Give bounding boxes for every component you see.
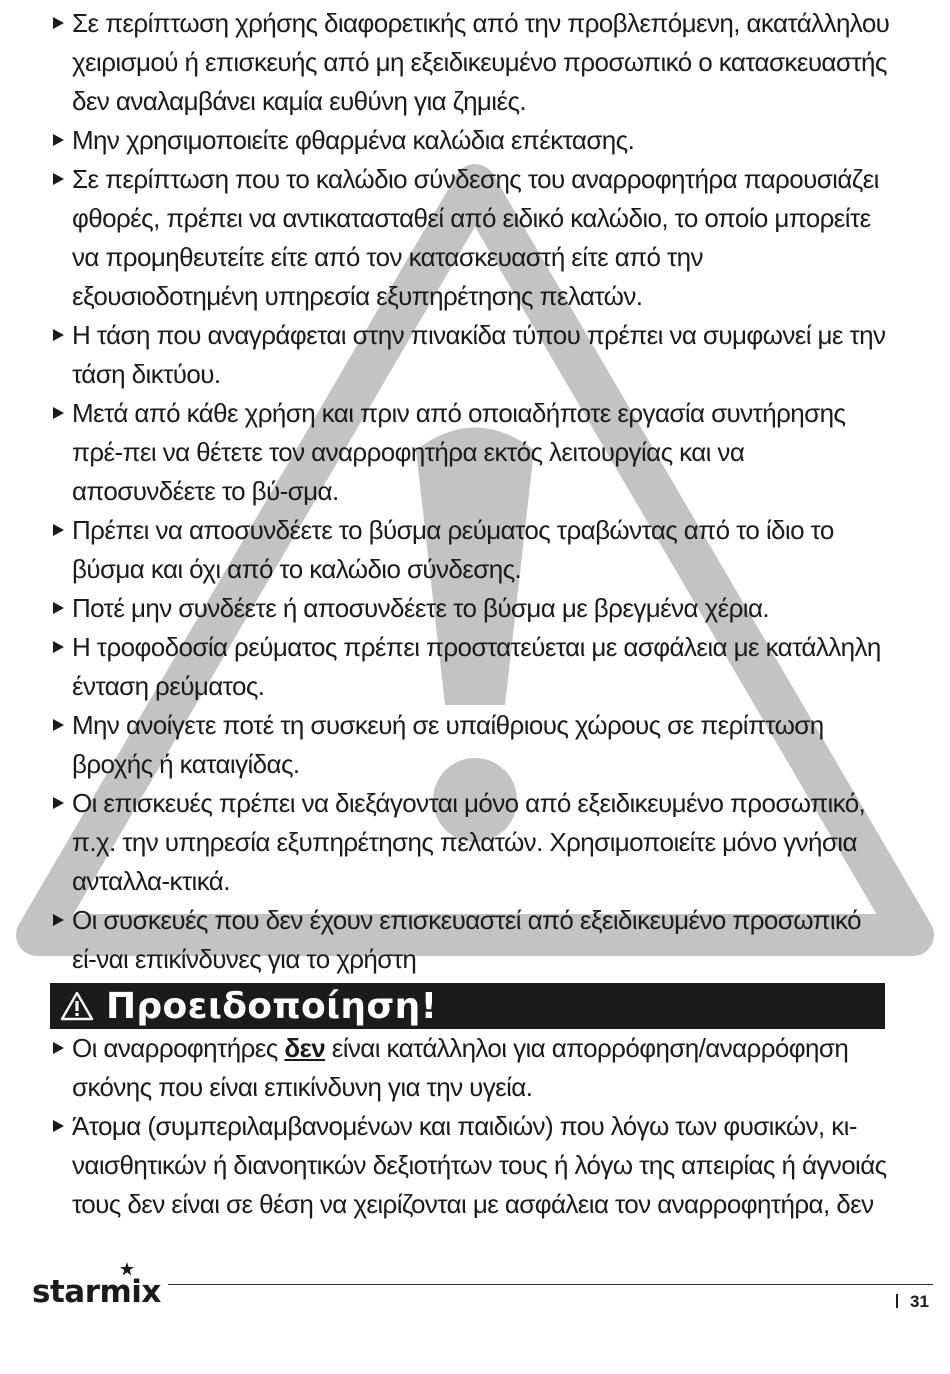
triangle-bullet-icon — [53, 173, 64, 185]
triangle-bullet-icon — [53, 602, 64, 614]
footer-divider — [168, 1284, 933, 1285]
list-item-text-pre: Οι αναρροφητήρες — [72, 1033, 285, 1063]
triangle-bullet-icon — [53, 329, 64, 341]
list-item-text: Η τροφοδοσία ρεύματος πρέπει προστατεύεται με ασφάλεια με κατάλληλη ένταση ρεύματος. — [72, 632, 881, 701]
list-item — [50, 160, 890, 316]
list-item-text: Η τάση που αναγράφεται στην πινακίδα τύπου πρέπει να συμφωνεί με την τάση δικτύου. — [72, 320, 886, 389]
triangle-bullet-icon — [53, 641, 64, 653]
list-item-text: Μετά από κάθε χρήση και πριν από οποιαδήποτε εργασία συντήρησης πρέ-πει να θέτετε τον αναρροφητήρα εκτός λειτουργίας και να αποσυνδέετε το βύ-σμα. — [72, 398, 846, 506]
document-body — [50, 4, 890, 1224]
list-item-text: Οι συσκευές που δεν έχουν επισκευαστεί από εξειδικευμένο προσωπικό εί-ναι επικίνδυνες για το χρήστη — [72, 905, 861, 974]
starmix-logo — [32, 1266, 161, 1310]
triangle-bullet-icon — [53, 914, 64, 926]
triangle-bullet-icon — [53, 407, 64, 419]
warning-triangle-icon — [60, 991, 94, 1021]
list-item-text: Οι επισκευές πρέπει να διεξάγονται μόνο από εξειδικευμένο προσωπικό, π.χ. την υπηρεσία εξυπηρέτησης πελατών. Χρησιμοποιείτε μόνο γνήσια ανταλλα-κτικά. — [72, 788, 866, 896]
emphasis-text: δεν — [284, 1033, 326, 1063]
list-item — [50, 1107, 890, 1224]
warning-title: Προειδοποίηση! — [106, 985, 438, 1027]
list-item-text: Σε περίπτωση που το καλώδιο σύνδεσης του αναρροφητήρα παρουσιάζει φθορές, πρέπει να αντικατασταθεί από ειδικό καλώδιο, το οποίο μπορείτε να προμηθευτείτε είτε από τον κατασκευαστή είτε από την εξουσιοδοτημένη υπηρεσία εξυπηρέτησης πελατών. — [72, 164, 879, 311]
list-item — [50, 706, 890, 784]
list-item — [50, 316, 890, 394]
list-item-text: Πρέπει να αποσυνδέετε το βύσμα ρεύματος τραβώντας από το ίδιο το βύσμα και όχι από το καλώδιο σύνδεσης. — [72, 515, 834, 584]
page-number-divider — [896, 1294, 898, 1308]
list-item — [50, 4, 890, 121]
triangle-bullet-icon — [53, 1042, 64, 1054]
triangle-bullet-icon — [53, 1120, 64, 1132]
list-item-text: Ποτέ μην συνδέετε ή αποσυνδέετε το βύσμα με βρεγμένα χέρια. — [72, 593, 770, 623]
list-item-text: Άτομα (συμπεριλαμβανομένων και παιδιών) που λόγω των φυσικών, κι-ναισθητικών ή διανοητικών δεξιοτήτων τους ή λόγω της απειρίας ή άγνοιάς τους δεν είναι σε θέση να χειρίζονται με ασφάλεια τον αναρροφητήρα, δεν — [72, 1111, 887, 1219]
triangle-bullet-icon — [53, 524, 64, 536]
page-number-value: 31 — [910, 1292, 929, 1311]
list-item — [50, 511, 890, 589]
safety-list — [50, 4, 890, 979]
page-number — [896, 1292, 929, 1312]
list-item-text: Μην χρησιμοποιείτε φθαρμένα καλώδια επέκτασης. — [72, 125, 635, 155]
list-item — [50, 589, 890, 628]
triangle-bullet-icon — [53, 719, 64, 731]
list-item — [50, 628, 890, 706]
list-item — [50, 1029, 890, 1107]
list-item-text: Σε περίπτωση χρήσης διαφορετικής από την προβλεπόμενη, ακατάλληλου χειρισμού ή επισκευής από μη εξειδικευμένο προσωπικό ο κατασκευαστής δεν αναλαμβάνει καμία ευθύνη για ζημιές. — [72, 8, 890, 116]
warning-list — [50, 1029, 890, 1224]
list-item — [50, 901, 890, 979]
warning-heading — [50, 983, 885, 1029]
list-item-text-post: είναι κατάλληλοι για απορρόφηση/αναρρόφηση σκόνης που είναι επικίνδυνη για την υγεία. — [72, 1033, 849, 1102]
list-item-text: Μην ανοίγετε ποτέ τη συσκευή σε υπαίθριους χώρους σε περίπτωση βροχής ή καταιγίδας. — [72, 710, 824, 779]
list-item — [50, 394, 890, 511]
triangle-bullet-icon — [53, 17, 64, 29]
triangle-bullet-icon — [53, 134, 64, 146]
list-item — [50, 784, 890, 901]
list-item — [50, 121, 890, 160]
logo-text: starmix — [32, 1274, 161, 1310]
triangle-bullet-icon — [53, 797, 64, 809]
